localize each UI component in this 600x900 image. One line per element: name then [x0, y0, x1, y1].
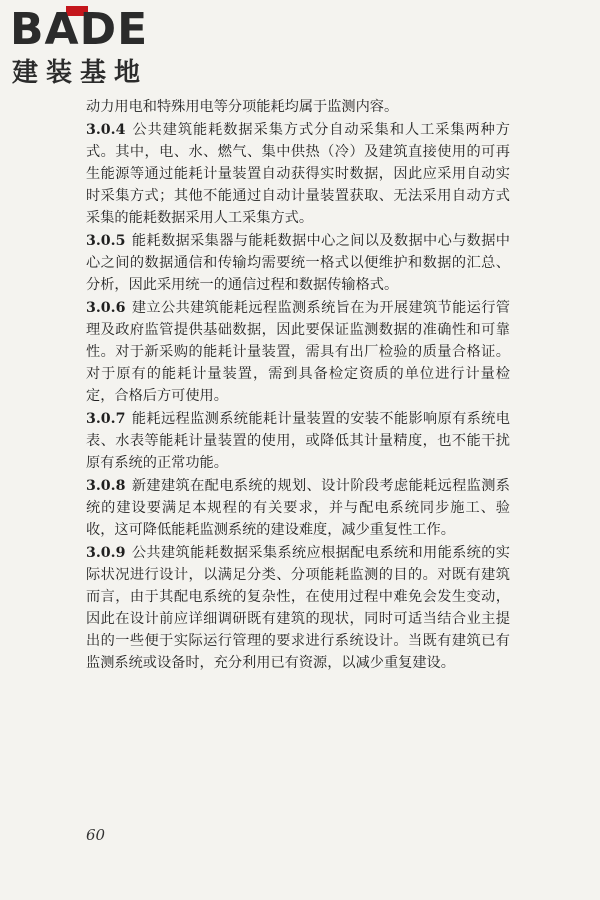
clause-number: 3.0.9 — [86, 545, 126, 561]
clause-text: 新建建筑在配电系统的规划、设计阶段考虑能耗远程监测系统的建设要满足本规程的有关要求，并与配电系统同步施工、验收，这可降低能耗监测系统的建设难度，减少重复性工作。 — [86, 478, 510, 538]
clause-3-0-4 — [86, 119, 510, 229]
clause-text: 公共建筑能耗数据采集系统应根据配电系统和用能系统的实际状况进行设计，以满足分类、分项能耗监测的目的。对既有建筑而言，由于其配电系统的复杂性，在使用过程中难免会发生变动，因此在设计前应详细调研既有建筑的现状，同时可适当结合业主提出的一些便于实际运行管理的要求进行系统设计。当既有建筑已有监测系统或设备时，充分利用已有资源，以减少重复建设。 — [86, 545, 510, 671]
clause-number: 3.0.6 — [86, 300, 126, 316]
logo-wordmark: BADE — [10, 4, 149, 55]
clause-text: 能耗数据采集器与能耗数据中心之间以及数据中心与数据中心之间的数据通信和传输均需要统一格式以便维护和数据的汇总、分析，因此采用统一的通信过程和数据传输格式。 — [86, 233, 510, 293]
paragraph-continuation — [86, 96, 510, 118]
clause-3-0-9 — [86, 542, 510, 674]
paragraph-text: 动力用电和特殊用电等分项能耗均属于监测内容。 — [86, 99, 399, 115]
document-body — [86, 96, 510, 675]
logo-subtitle: 建装基地 — [12, 58, 149, 88]
clause-number: 3.0.5 — [86, 233, 126, 249]
clause-number: 3.0.8 — [86, 478, 126, 494]
clause-number: 3.0.7 — [86, 411, 126, 427]
clause-text: 公共建筑能耗数据采集方式分自动采集和人工采集两种方式。其中，电、水、燃气、集中供热（冷）及建筑直接使用的可再生能源等通过能耗计量装置自动获得实时数据，因此应采用自动实时采集方式；其他不能通过自动计量装置获取、无法采用自动方式采集的能耗数据采用人工采集方式。 — [86, 122, 510, 226]
clause-text: 建立公共建筑能耗远程监测系统旨在为开展建筑节能运行管理及政府监管提供基础数据，因此要保证监测数据的准确性和可靠性。对于新采购的能耗计量装置，需具有出厂检验的质量合格证。对于原有的能耗计量装置，需到具备检定资质的单位进行计量检定，合格后方可使用。 — [86, 300, 510, 404]
clause-3-0-8 — [86, 475, 510, 541]
page-number: 60 — [86, 826, 106, 844]
clause-3-0-6 — [86, 297, 510, 407]
clause-3-0-5 — [86, 230, 510, 296]
clause-text: 能耗远程监测系统能耗计量装置的安装不能影响原有系统电表、水表等能耗计量装置的使用，或降低其计量精度，也不能干扰原有系统的正常功能。 — [86, 411, 510, 471]
clause-number: 3.0.4 — [86, 122, 126, 138]
clause-3-0-7 — [86, 408, 510, 474]
bade-logo — [10, 6, 185, 90]
